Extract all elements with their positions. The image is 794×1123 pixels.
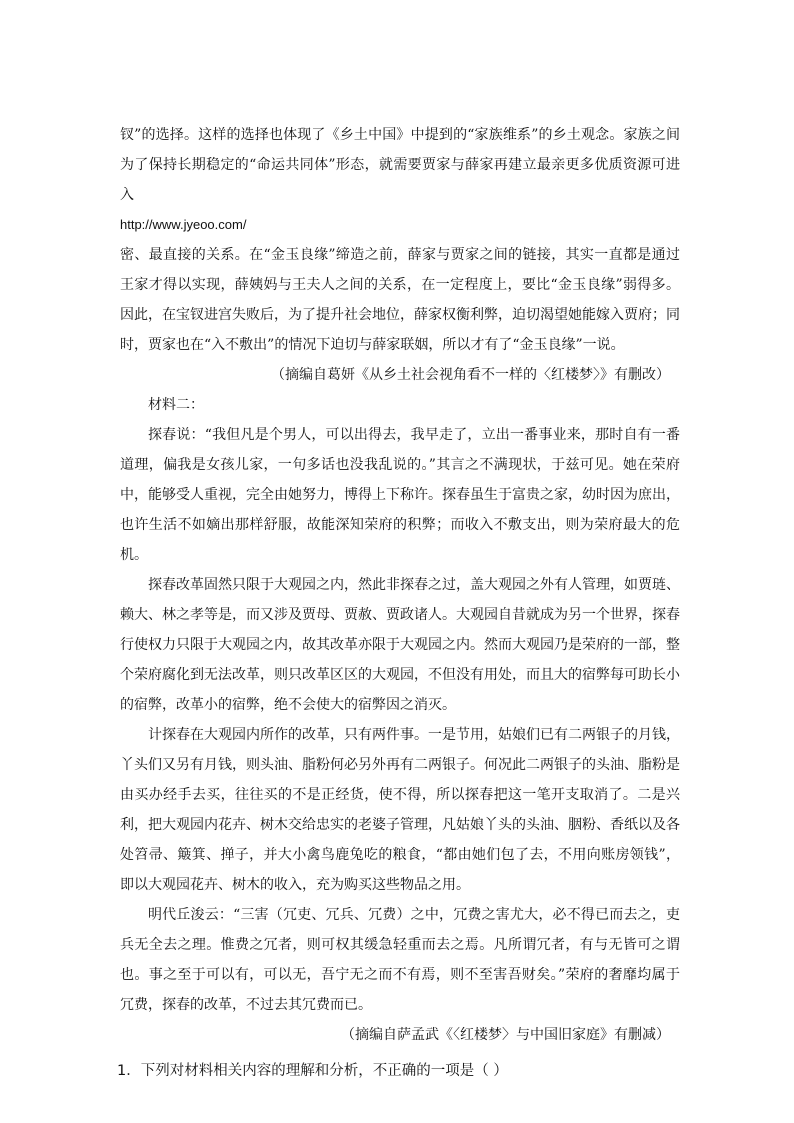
source-citation-2: （摘编自萨孟武《〈红楼梦〉与中国旧家庭》有删减） <box>341 1027 670 1043</box>
source-citation-1: （摘编自葛妍《从乡土社会视角看不一样的〈红楼梦〉》有删改） <box>271 367 670 383</box>
question-1: 1．下列对材料相关内容的理解和分析，不正确的一项是（ ） <box>117 1063 508 1079</box>
material-two-label: 材料二： <box>148 397 204 413</box>
paragraph-relationship: 密、最直接的关系。在“金玉良缘”缔造之前，薛家与贾家之间的链接，其实一直都是通过王家才得以实现，薛姨妈与王夫人之间的关系，在一定程度上，要比“金玉良缘”弱得多。因此，在宝钗进宫失败后，为了提升社会地位，薛家权衡利弊，迫切渴望她能嫁入贾府；同时，贾家也在“入不敷出”的情况下迫切与薛家联姻，所以才有了“金玉良缘”一说。 <box>120 247 680 353</box>
paragraph-reform-details: 计探春在大观园内所作的改革，只有两件事。一是节用，姑娘们已有二两银子的月钱，丫头们又另有月钱，则头油、脂粉何必另外再有二两银子。何况此二两银子的头油、脂粉是由买办经手去买，往往买的不是正经货，使不得，所以探春把这一笔开支取消了。二是兴利，把大观园内花卉、树木交给忠实的老婆子管理，凡姑娘丫头的头油、胭粉、香纸以及各处笤帚、簸箕、掸子，并大小禽鸟鹿兔吃的粮食，“都由她们包了去，不用向账房领钱”，即以大观园花卉、树木的收入，充为购买这些物品之用。 <box>120 727 680 893</box>
paragraph-qiu-jun-quote: 明代丘浚云：“三害（冗吏、冗兵、冗费）之中，冗费之害尤大，必不得已而去之，吏兵无全去之理。惟费之冗者，则可权其缓急轻重而去之焉。凡所谓冗者，有与无皆可之谓也。事之至于可以有，可以无，吾宁无之而不有焉，则不至害吾财矣。”荣府的奢靡均属于冗费，探春的改革，不过去其冗费而已。 <box>120 907 680 1013</box>
paragraph-tanchun-quote: 探春说：“我但凡是个男人，可以出得去，我早走了，立出一番事业来，那时自有一番道理，偏我是女孩儿家，一句多话也没我乱说的。”其言之不满现状，于兹可见。她在荣府中，能够受人重视，完全由她努力，博得上下称许。探春虽生于富贵之家，幼时因为庶出，也许生活不如嫡出那样舒服，故能深知荣府的积弊；而收入不敷支出，则为荣府最大的危机。 <box>120 427 680 563</box>
watermark-url: http://www.jyeoo.com/ <box>120 217 247 232</box>
paragraph-reform-scope: 探春改革固然只限于大观园之内，然此非探春之过，盖大观园之外有人管理，如贾琏、赖大、林之孝等是，而又涉及贾母、贾赦、贾政诸人。大观园自昔就成为另一个世界，探春行使权力只限于大观园之内，故其改革亦限于大观园之内。然而大观园乃是荣府的一部，整个荣府腐化到无法改革，则只改革区区的大观园，不但没有用处，而且大的宿弊每可助长小的宿弊，改革小的宿弊，绝不会使大的宿弊因之消灭。 <box>120 577 680 713</box>
document-body <box>117 120 680 1086</box>
paragraph-continuation: 钗”的选择。这样的选择也体现了《乡土中国》中提到的“家族维系”的乡土观念。家族之间为了保持长期稳定的“命运共同体”形态，就需要贾家与薛家再建立最亲更多优质资源可进入 <box>120 127 680 203</box>
